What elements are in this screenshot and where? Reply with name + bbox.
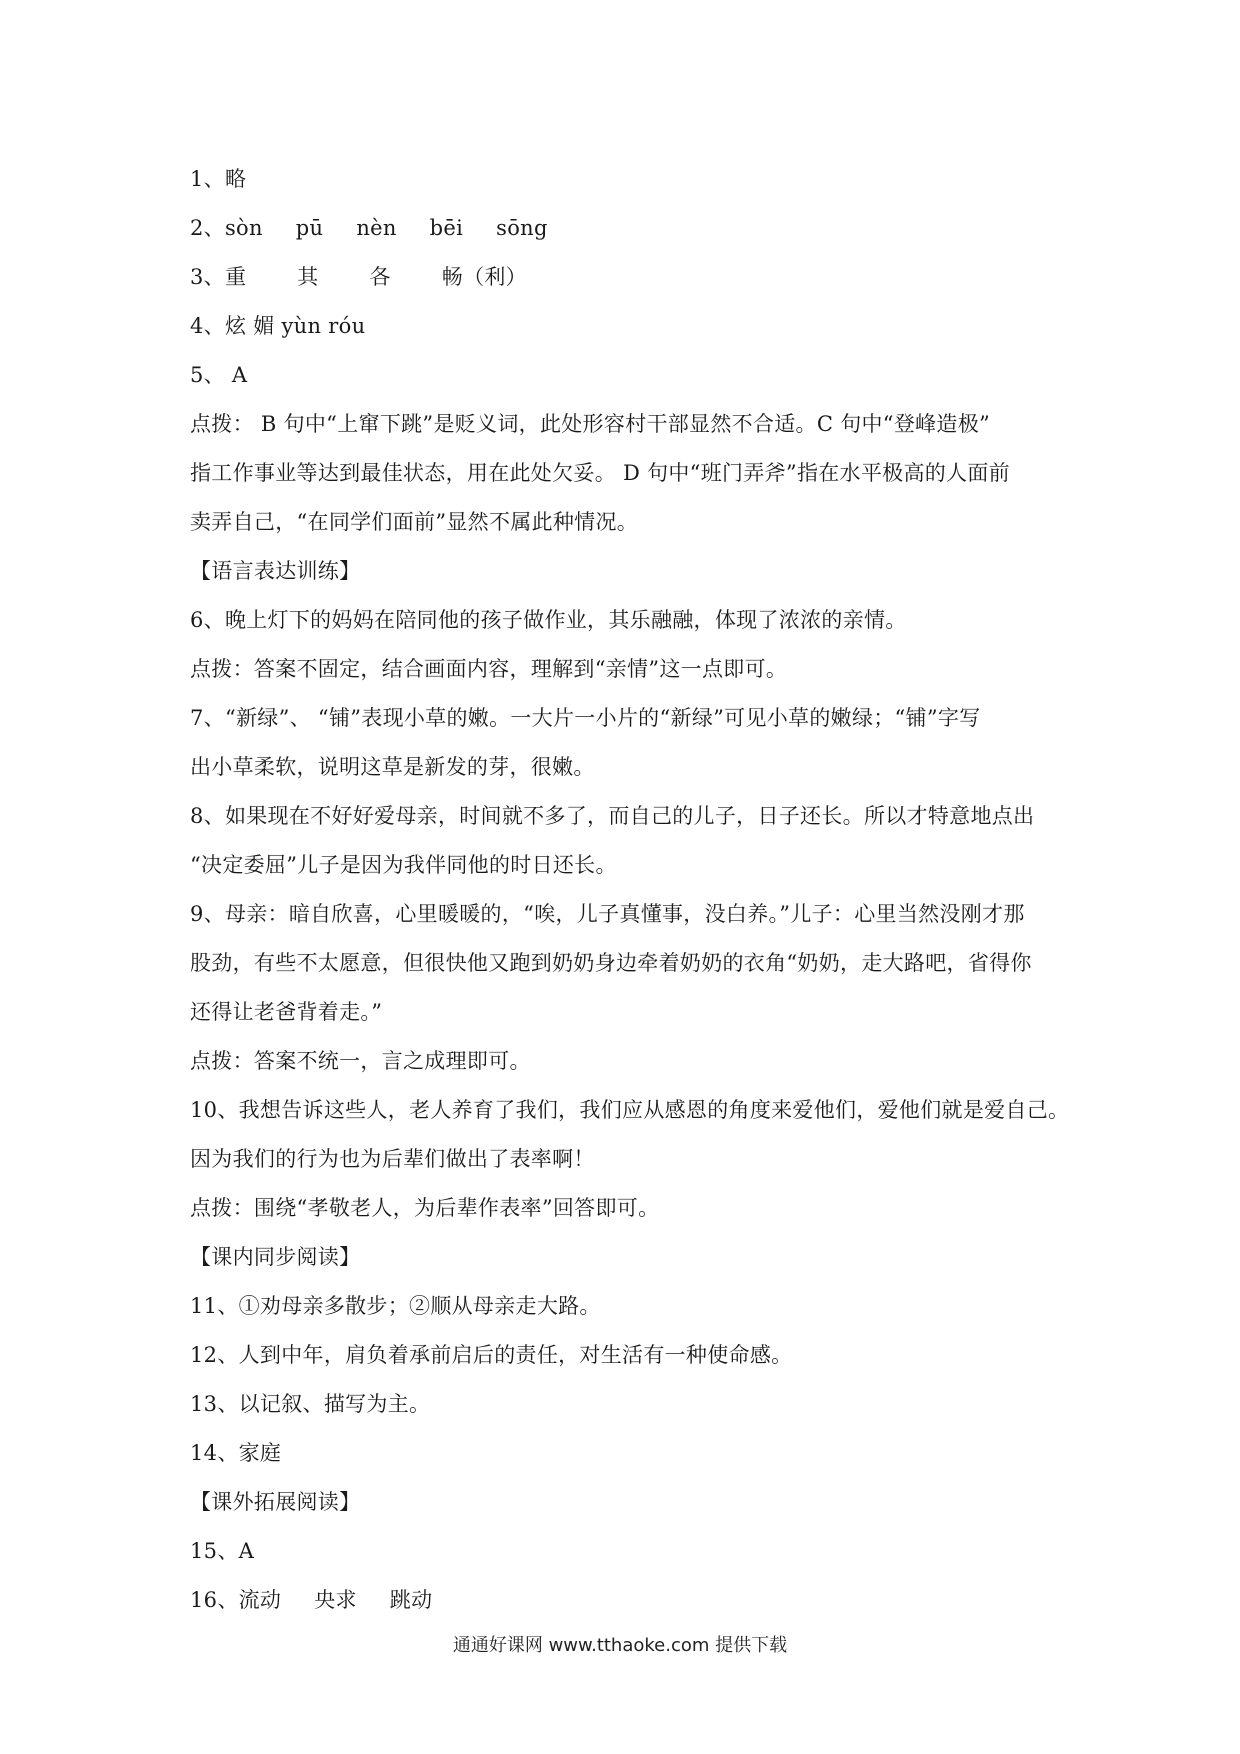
answer-line-9-cont: 还得让老爸背着走。”: [190, 1000, 383, 1024]
answer-line-16: 16、流动 央求 跳动: [190, 1588, 433, 1612]
answer-line-9-cont: 股劲，有些不太愿意，但很快他又跑到奶奶身边牵着奶奶的衣角“奶奶，走大路吧，省得你: [190, 951, 1032, 975]
answer-line-1: 1、略: [190, 167, 247, 191]
answer-line-12: 12、人到中年，肩负着承前启后的责任，对生活有一种使命感。: [190, 1343, 793, 1367]
section-heading-in-class-reading: 【课内同步阅读】: [190, 1245, 361, 1269]
hint-line: 点拨： B 句中“上窜下跳”是贬义词，此处形容村干部显然不合适。C 句中“登峰造极”: [190, 412, 991, 436]
answer-line-4: 4、炫 媚 yùn róu: [190, 314, 366, 338]
answer-list: [190, 155, 1070, 1625]
answer-line-10-cont: 因为我们的行为也为后辈们做出了表率啊！: [190, 1147, 595, 1171]
hint-line: 点拨：答案不统一，言之成理即可。: [190, 1049, 531, 1073]
answer-line-13: 13、以记叙、描写为主。: [190, 1392, 431, 1416]
answer-line-8-cont: “决定委屈”儿子是因为我伴同他的时日还长。: [190, 853, 617, 877]
answer-line-7-cont: 出小草柔软，说明这草是新发的芽，很嫩。: [190, 755, 595, 779]
section-heading-extended-reading: 【课外拓展阅读】: [190, 1490, 361, 1514]
hint-line: 卖弄自己，“在同学们面前”显然不属此种情况。: [190, 510, 639, 534]
answer-line-14: 14、家庭: [190, 1441, 282, 1465]
section-heading-language-expression: 【语言表达训练】: [190, 559, 361, 583]
hint-line: 指工作事业等达到最佳状态，用在此处欠妥。 D 句中“班门弄斧”指在水平极高的人面前: [190, 461, 1010, 485]
hint-line: 点拨：围绕“孝敬老人，为后辈作表率”回答即可。: [190, 1196, 660, 1220]
answer-line-2: 2、sòn pū nèn bēi sōng: [190, 216, 548, 240]
answer-line-6: 6、晚上灯下的妈妈在陪同他的孩子做作业，其乐融融，体现了浓浓的亲情。: [190, 608, 907, 632]
answer-line-5: 5、 A: [190, 363, 248, 387]
answer-line-15: 15、A: [190, 1539, 255, 1563]
page-footer: 通通好课网 www.tthaoke.com 提供下载: [452, 1635, 788, 1656]
answer-line-3: 3、重 其 各 畅（利）: [190, 265, 527, 289]
answer-line-8: 8、如果现在不好好爱母亲，时间就不多了，而自己的儿子，日子还长。所以才特意地点出: [190, 804, 1035, 828]
answer-line-7: 7、“新绿”、 “铺”表现小草的嫩。一大片一小片的“新绿”可见小草的嫩绿；“铺”字写: [190, 706, 981, 730]
answer-line-9: 9、母亲：暗自欣喜，心里暖暖的，“唉，儿子真懂事，没白养。”儿子：心里当然没刚才那: [190, 902, 1025, 926]
answer-line-11: 11、①劝母亲多散步；②顺从母亲走大路。: [190, 1294, 601, 1318]
answer-line-10: 10、我想告诉这些人，老人养育了我们，我们应从感恩的角度来爱他们，爱他们就是爱自己。: [190, 1098, 1070, 1122]
hint-line: 点拨：答案不固定，结合画面内容，理解到“亲情”这一点即可。: [190, 657, 788, 681]
